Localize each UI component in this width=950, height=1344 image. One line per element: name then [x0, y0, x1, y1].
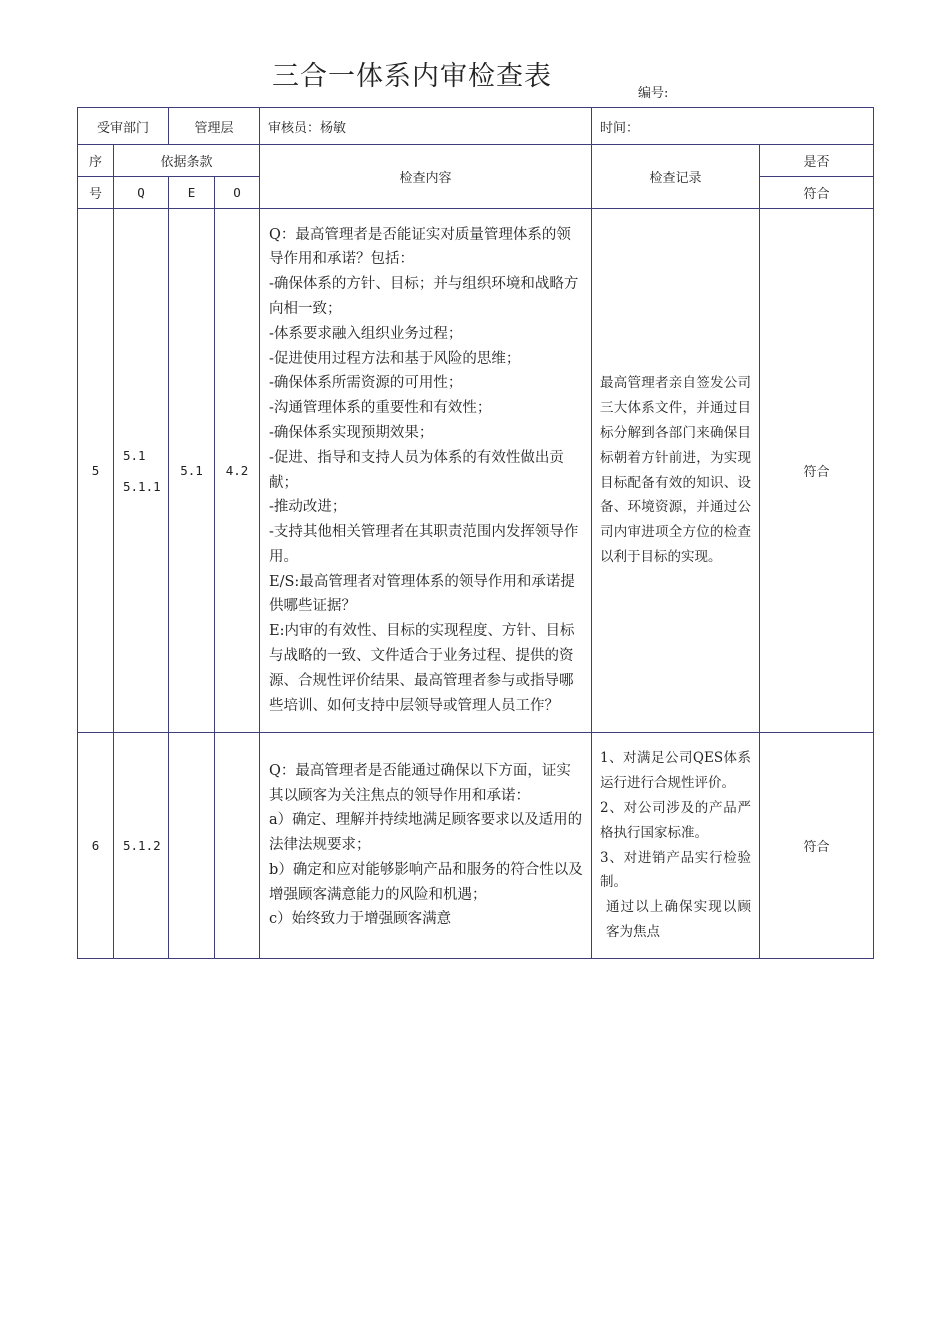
table-row	[78, 209, 874, 733]
page-title: 三合一体系内审检查表	[272, 61, 552, 92]
record-line: 最高管理者亲自签发公司三大体系文件，并通过目标分解到各部门来确保目标朝着方针前进，为实现目标配备有效的知识、设备、环境资源，并通过公司内审进项全方位的检查以利于目标的实现。	[600, 375, 752, 565]
row-seq: 6	[78, 733, 114, 959]
q-header: Q	[114, 177, 169, 209]
content-line: -支持其他相关管理者在其职责范围内发挥领导作用。	[269, 524, 579, 565]
row-o-clause: 4.2	[215, 209, 260, 733]
content-line: -推动改进；	[269, 499, 347, 516]
audited-dept-value: 管理层	[169, 108, 260, 145]
content-line: b）确定和应对能够影响产品和服务的符合性以及增强顾客满意能力的风险和机遇；	[269, 861, 583, 903]
record-line: 1、对满足公司QES体系运行进行合规性评价。	[600, 750, 752, 792]
record-line: 2、对公司涉及的产品严格执行国家标准。	[600, 799, 752, 841]
content-line: c）始终致力于增强顾客满意	[269, 911, 452, 928]
q-clause: 5.1	[123, 447, 146, 463]
row-check-content	[260, 733, 592, 959]
content-line: -体系要求融入组织业务过程；	[269, 325, 463, 342]
content-line: E:内审的有效性、目标的实现程度、方针、目标与战略的一致、文件适合于业务过程、提供的资源、合规性评价结果、最高管理者参与或指导哪些培训、如何支持中层领导或管理人员工作？	[269, 623, 575, 714]
record-line: 通过以上确保实现以顾客为焦点	[606, 899, 752, 940]
row-conform: 符合	[760, 733, 874, 959]
content-line: a）确定、理解并持续地满足顾客要求以及适用的法律法规要求；	[269, 812, 583, 854]
time-field: 时间：	[592, 108, 874, 145]
column-header-row-1	[78, 145, 874, 177]
content-line: -确保体系实现预期效果；	[269, 424, 434, 441]
row-check-record	[592, 209, 760, 733]
seq-header-top: 序	[78, 145, 114, 177]
row-seq: 5	[78, 209, 114, 733]
q-clause: 5.1.2	[123, 838, 161, 853]
row-q-clauses	[114, 209, 169, 733]
row-q-clauses	[114, 733, 169, 959]
conform-header-bottom: 符合	[760, 177, 874, 209]
q-clause: 5.1.1	[123, 478, 161, 494]
seq-header-bottom: 号	[78, 177, 114, 209]
content-line: -促进使用过程方法和基于风险的思维；	[269, 350, 521, 367]
audited-dept-label: 受审部门	[78, 108, 169, 145]
serial-number-label: 编号:	[638, 86, 669, 101]
content-line: -沟通管理体系的重要性和有效性；	[269, 400, 492, 417]
e-header: E	[169, 177, 215, 209]
content-line: E/S:最高管理者对管理体系的领导作用和承诺提供哪些证据？	[269, 573, 575, 615]
auditor-field: 审核员：杨敏	[260, 108, 592, 145]
row-conform: 符合	[760, 209, 874, 733]
conform-header-top: 是否	[760, 145, 874, 177]
record-header: 检查记录	[592, 145, 760, 209]
row-e-clause	[169, 733, 215, 959]
header-info-row	[78, 108, 874, 145]
row-o-clause	[215, 733, 260, 959]
row-check-record	[592, 733, 760, 959]
row-check-content	[260, 209, 592, 733]
record-line: 3、对进销产品实行检验制。	[600, 849, 752, 891]
content-line: -促进、指导和支持人员为体系的有效性做出贡献；	[269, 449, 564, 491]
o-header: O	[215, 177, 260, 209]
audit-checklist-table	[77, 107, 874, 959]
row-e-clause: 5.1	[169, 209, 215, 733]
content-header: 检查内容	[260, 145, 592, 209]
content-line: Q：最高管理者是否能通过确保以下方面，证实其以顾客为关注焦点的领导作用和承诺：	[269, 762, 571, 804]
content-line: -确保体系的方针、目标；并与组织环境和战略方向相一致；	[269, 276, 579, 317]
table-row	[78, 733, 874, 959]
content-line: -确保体系所需资源的可用性；	[269, 375, 463, 392]
basis-header: 依据条款	[114, 145, 260, 177]
content-line: Q：最高管理者是否能证实对质量管理体系的领导作用和承诺？包括：	[269, 226, 571, 268]
